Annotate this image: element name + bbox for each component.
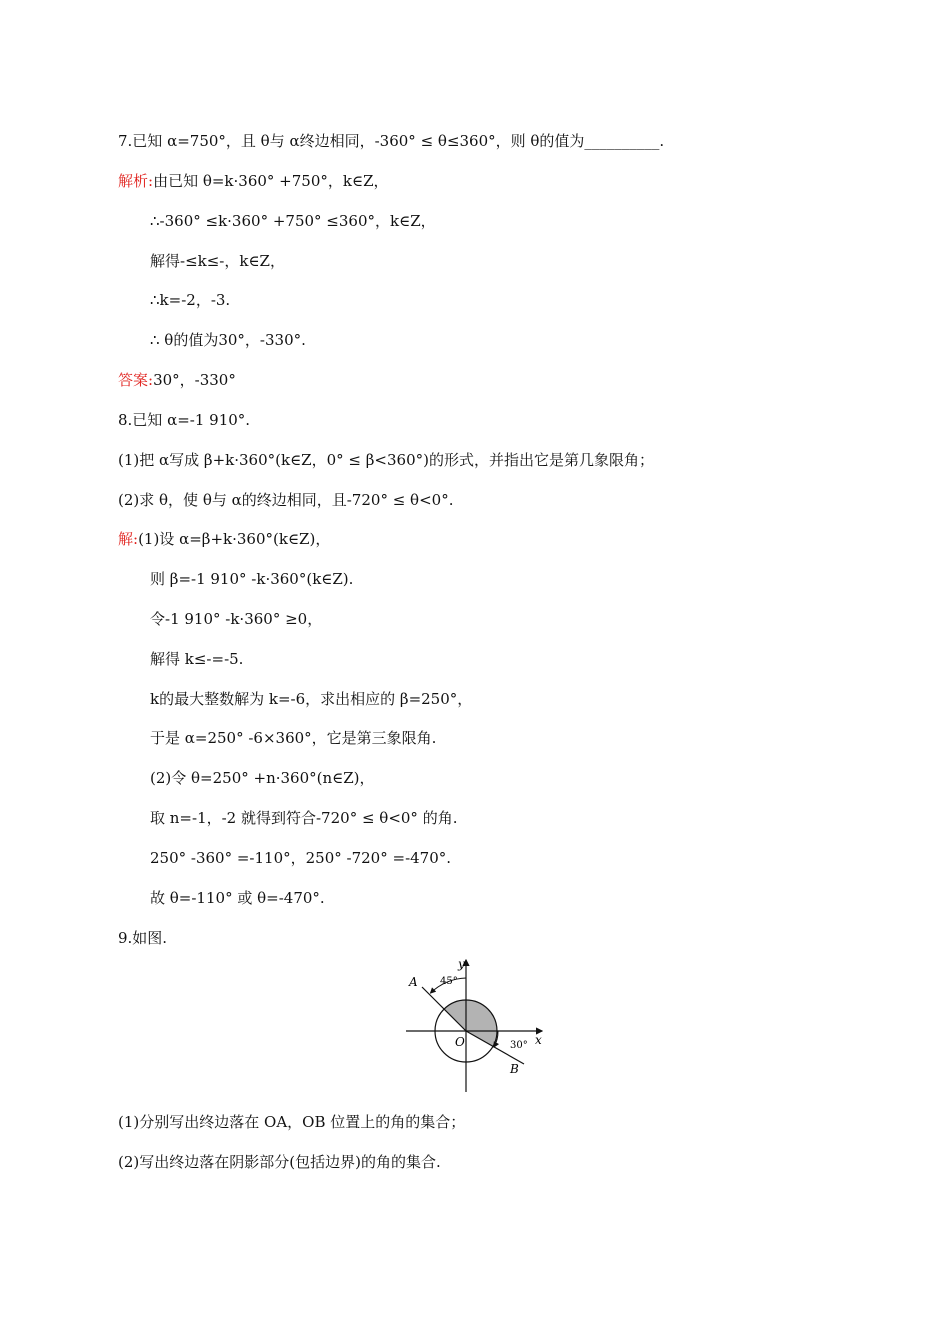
text-line xyxy=(118,1152,441,1172)
label-B: B xyxy=(510,1062,519,1076)
text-line xyxy=(118,171,389,191)
text-segment: 取 n=-1，-2 就得到符合-720° ≤ θ<0° 的角. xyxy=(150,809,458,827)
text-line xyxy=(150,689,472,709)
text-line xyxy=(150,888,325,908)
text-line xyxy=(118,450,654,470)
text-line xyxy=(150,290,230,310)
text-line xyxy=(150,848,451,868)
text-segment: 解得-≤k≤-，k∈Z， xyxy=(150,252,285,270)
text-segment: 7.已知 α=750°，且 θ与 α终边相同，-360° ≤ θ≤360°，则 θ的值为__________. xyxy=(118,132,665,150)
text-line xyxy=(118,928,167,948)
text-segment: k的最大整数解为 k=-6，求出相应的 β=250°， xyxy=(150,690,473,708)
text-line xyxy=(150,728,436,748)
text-segment: 250° -360° =-110°，250° -720° =-470°. xyxy=(150,849,452,867)
text-segment: 故 θ=-110° 或 θ=-470°. xyxy=(150,889,325,907)
label-45-degrees: 45° xyxy=(440,976,458,987)
section-label: 解析: xyxy=(118,172,154,190)
text-segment: ∴k=-2，-3. xyxy=(150,291,231,309)
text-line xyxy=(118,131,664,151)
text-line xyxy=(150,330,306,350)
text-line xyxy=(118,529,330,549)
text-line xyxy=(118,490,453,510)
text-line xyxy=(150,649,243,669)
text-segment: 解得 k≤-=-5. xyxy=(150,650,244,668)
text-line xyxy=(118,410,250,430)
text-segment: ∴-360° ≤k·360° +750° ≤360°，k∈Z， xyxy=(150,212,436,230)
text-line xyxy=(150,569,353,589)
label-O: O xyxy=(455,1035,465,1049)
text-line xyxy=(118,370,236,390)
text-segment: 30°，-330° xyxy=(153,371,236,389)
text-segment: (2)求 θ，使 θ与 α的终边相同，且-720° ≤ θ<0°. xyxy=(118,491,454,509)
text-segment: (1)设 α=β+k·360°(k∈Z)， xyxy=(138,530,331,548)
shaded-region xyxy=(444,1000,497,1047)
section-label: 解: xyxy=(118,530,139,548)
text-segment: (1)分别写出终边落在 OA，OB 位置上的角的集合； xyxy=(118,1113,466,1131)
text-line xyxy=(150,768,375,788)
text-line xyxy=(150,609,322,629)
angle-diagram xyxy=(400,950,550,1100)
section-label: 答案: xyxy=(118,371,154,389)
text-line xyxy=(150,211,436,231)
text-segment: ∴ θ的值为30°，-330°. xyxy=(150,331,306,349)
label-A: A xyxy=(409,975,418,989)
label-x: x xyxy=(535,1033,542,1047)
label-30-degrees: 30° xyxy=(510,1040,528,1051)
text-line xyxy=(118,1112,465,1132)
text-line xyxy=(150,808,457,828)
text-segment: (1)把 α写成 β+k·360°(k∈Z，0° ≤ β<360°)的形式，并指出它是第几象限角； xyxy=(118,451,654,469)
text-segment: 9.如图. xyxy=(118,929,168,947)
text-segment: 令-1 910° -k·360° ≥0， xyxy=(150,610,323,628)
text-segment: (2)令 θ=250° +n·360°(n∈Z)， xyxy=(150,769,375,787)
text-segment: 则 β=-1 910° -k·360°(k∈Z). xyxy=(150,570,354,588)
label-y: y xyxy=(458,957,465,971)
text-segment: 由已知 θ=k·360° +750°，k∈Z， xyxy=(153,172,389,190)
text-segment: 8.已知 α=-1 910°. xyxy=(118,411,251,429)
text-segment: 于是 α=250° -6×360°，它是第三象限角. xyxy=(150,729,437,747)
text-segment: (2)写出终边落在阴影部分(包括边界)的角的集合. xyxy=(118,1153,441,1171)
text-line xyxy=(150,251,285,271)
